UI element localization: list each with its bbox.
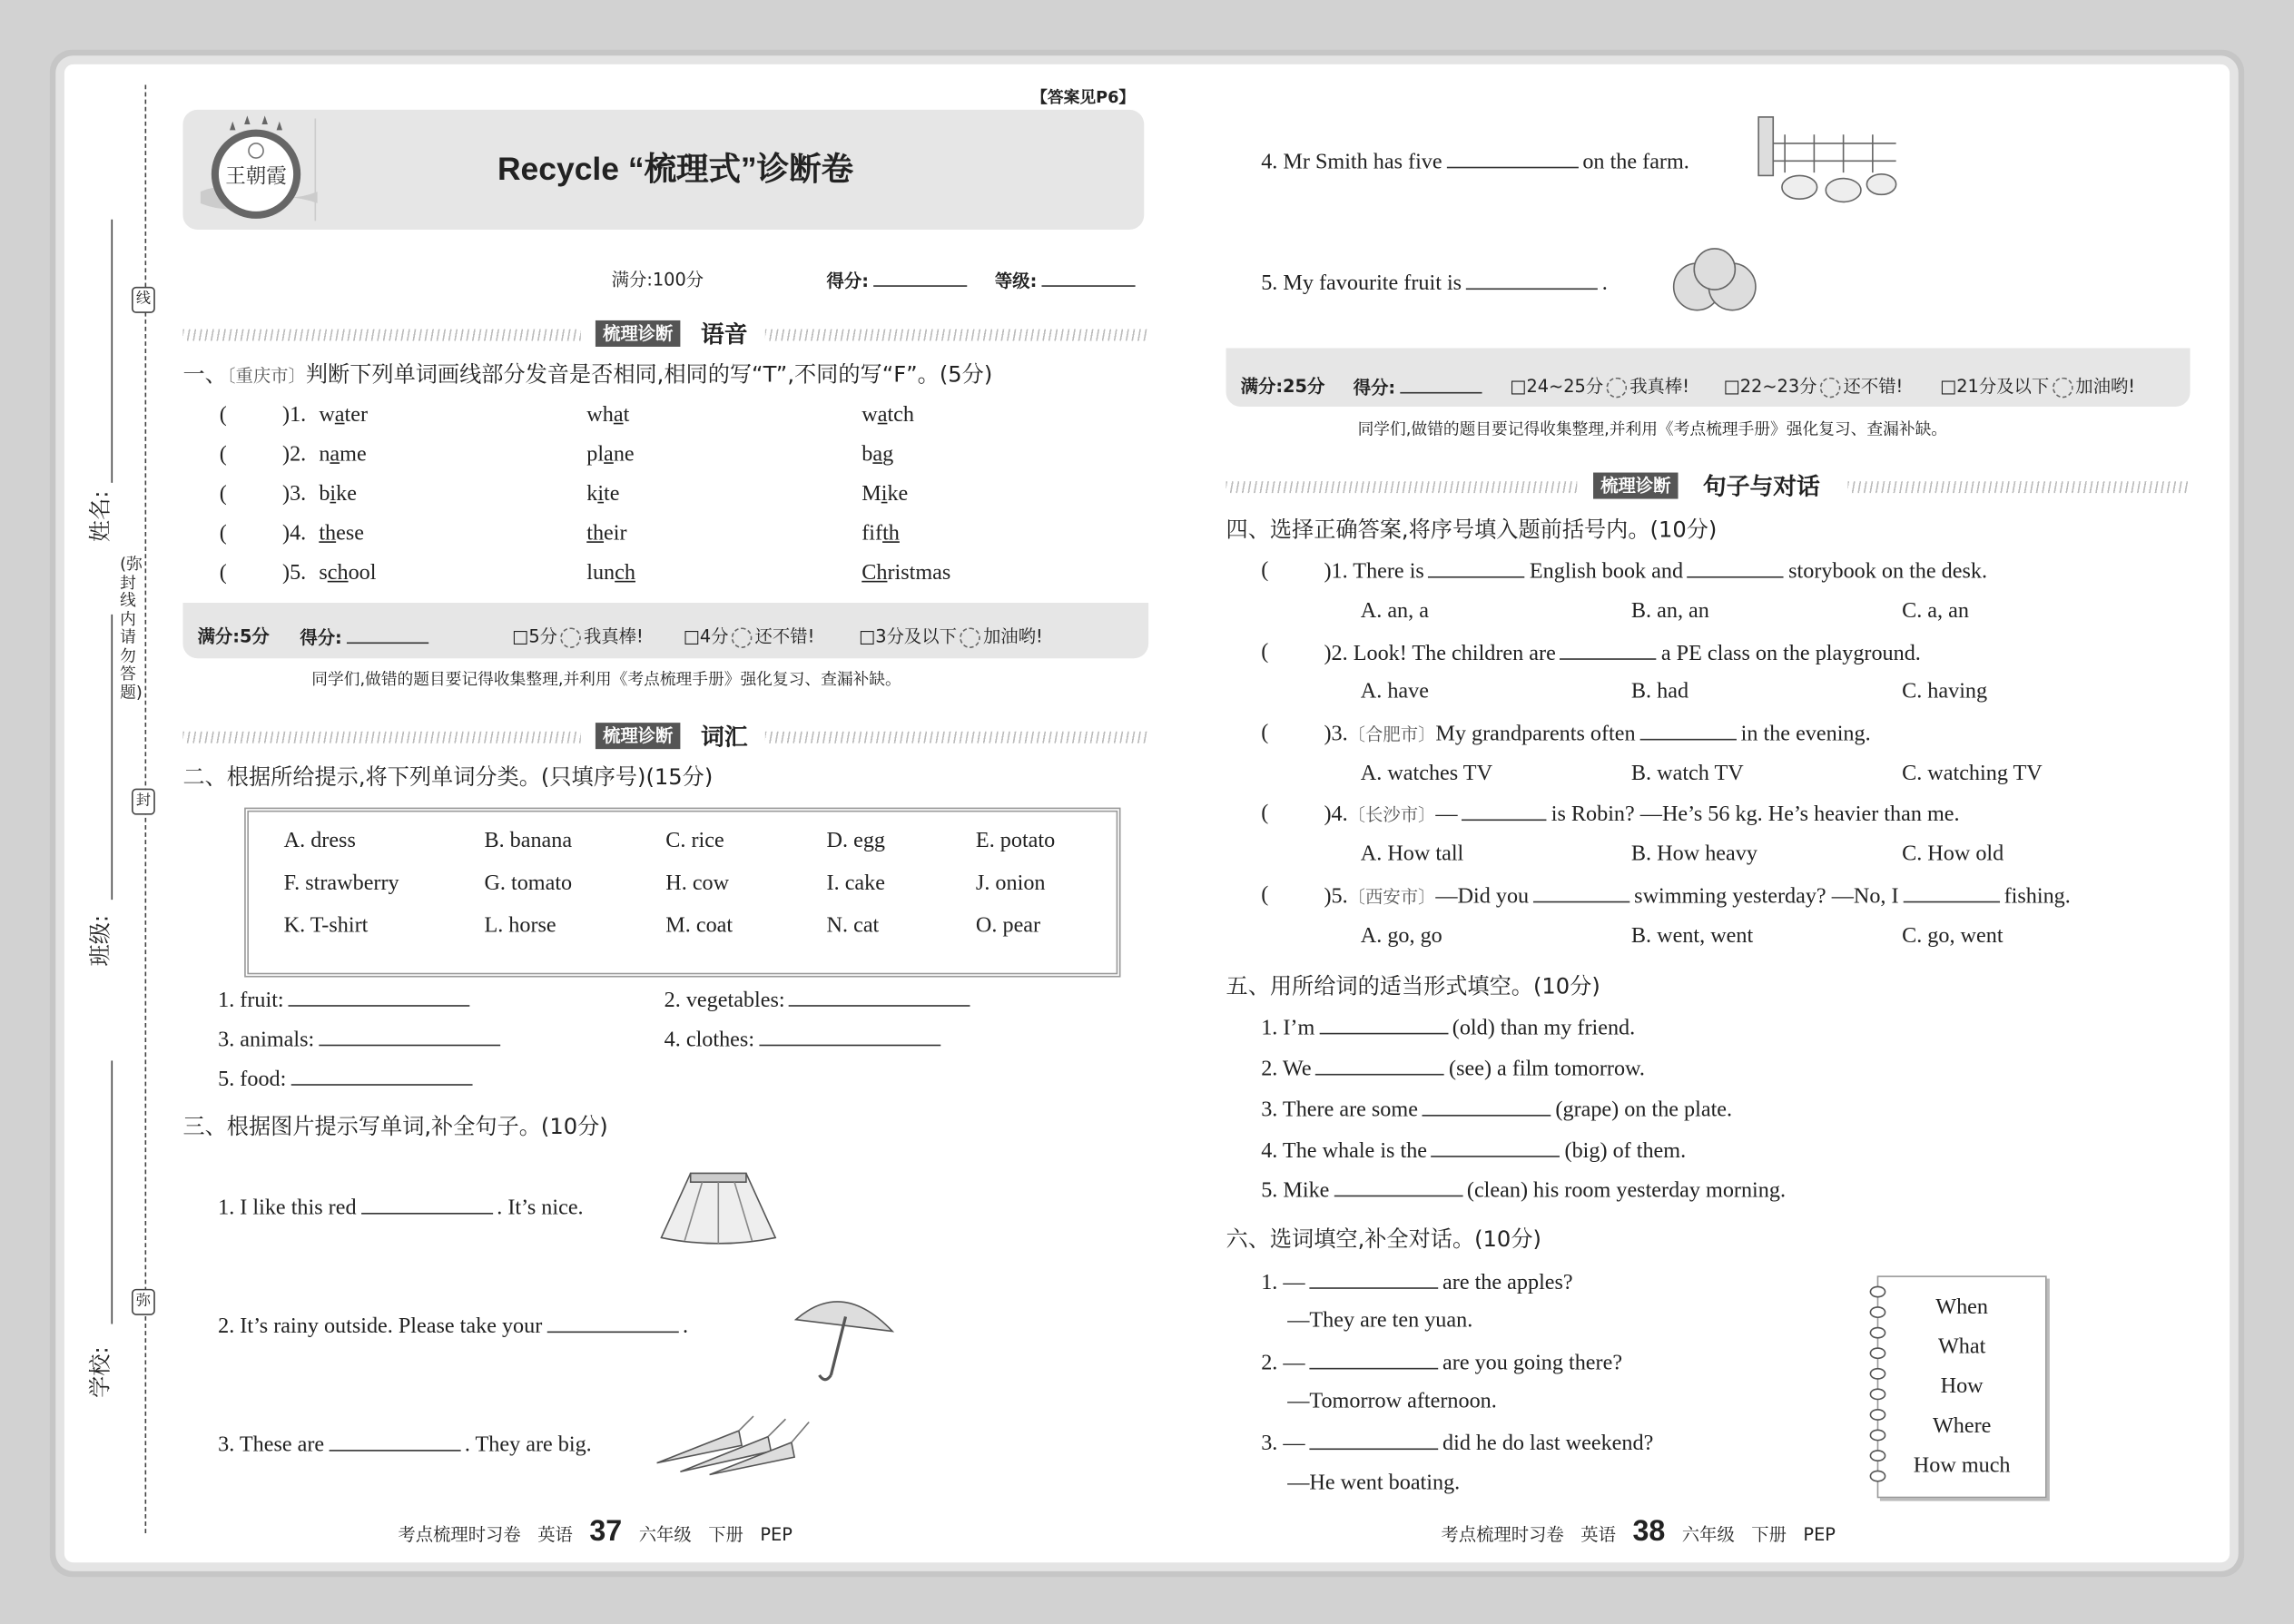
word: school xyxy=(319,561,377,586)
section-title: 句子与对话 xyxy=(1702,472,1820,501)
word: water xyxy=(319,403,369,428)
category-animals[interactable]: 3. animals: xyxy=(218,1024,505,1055)
fill-item[interactable]: 3. There are some (grape) on the plate. xyxy=(1261,1094,1732,1125)
mc-question-3: )3.〔合肥市〕My grandparents often in the evening. xyxy=(1324,718,1870,749)
mc-option[interactable]: B. an, an xyxy=(1630,599,1709,624)
dialog-answer-3: —He went boating. xyxy=(1287,1471,1461,1496)
word-option: K. T-shirt xyxy=(283,914,369,939)
footer-right: 考点梳理时习卷 英语 38 六年级 下册 PEP xyxy=(1441,1515,1836,1549)
mc-option[interactable]: C. having xyxy=(1902,680,1988,704)
choice-word: Where xyxy=(1932,1414,1992,1439)
publisher-logo-icon xyxy=(201,115,318,223)
mc-option[interactable]: A. an, a xyxy=(1360,599,1429,624)
page-title: Recycle “梳理式”诊断卷 xyxy=(497,150,854,188)
mc-option[interactable]: A. watches TV xyxy=(1360,762,1493,786)
dialog-question-2[interactable]: 2. — are you going there? xyxy=(1261,1347,1622,1378)
school-label: 学校: xyxy=(86,1346,113,1398)
mc-question-2: )2. Look! The children are a PE class on the playground. xyxy=(1324,638,1920,669)
answer-bracket[interactable]: ( xyxy=(219,482,227,507)
word-option: F. strawberry xyxy=(283,871,399,896)
carrots-picture-icon xyxy=(651,1404,814,1478)
seal-char-xian: 线 xyxy=(132,287,155,313)
word: lunch xyxy=(586,561,635,586)
row-label: )4. xyxy=(282,522,307,546)
word-option: J. onion xyxy=(975,871,1046,896)
mc-question-4: )4.〔长沙市〕— is Robin? —He’s 56 kg. He’s heavier than me. xyxy=(1324,799,1959,830)
choice-word: When xyxy=(1935,1295,1989,1320)
smile-face-icon xyxy=(560,627,581,648)
fill-item[interactable]: 4. The whale is the (big) of them. xyxy=(1261,1136,1686,1166)
dialog-answer-1: —They are ten yuan. xyxy=(1287,1309,1473,1334)
word: plane xyxy=(586,443,635,468)
word-choice-notebook xyxy=(1877,1275,2047,1498)
score-bar-1 xyxy=(182,603,1148,658)
bar-score-field[interactable]: 得分: xyxy=(1354,371,1486,402)
word-option: D. egg xyxy=(826,829,886,853)
mc-option[interactable]: A. go, go xyxy=(1360,924,1442,949)
question-3-title: 三、根据图片提示写单词,补全句子。(10分) xyxy=(182,1113,608,1140)
answer-bracket[interactable]: ( xyxy=(1261,883,1269,908)
answer-bracket[interactable]: ( xyxy=(219,561,227,586)
picture-question-1[interactable]: 1. I like this red . It’s nice. xyxy=(218,1192,583,1223)
choice-word: How xyxy=(1940,1374,1984,1399)
question-4-title: 四、选择正确答案,将序号填入题前括号内。(10分) xyxy=(1226,516,1718,543)
row-label: )2. xyxy=(282,443,307,468)
picture-question-5[interactable]: 5. My favourite fruit is . xyxy=(1261,268,1608,299)
question-6-title: 六、选词填空,补全对话。(10分) xyxy=(1226,1225,1541,1253)
word: fifth xyxy=(861,522,900,546)
category-food[interactable]: 5. food: xyxy=(218,1064,477,1095)
answer-bracket[interactable]: ( xyxy=(1261,640,1269,664)
picture-question-4[interactable]: 4. Mr Smith has five on the farm. xyxy=(1261,146,1689,177)
score-field[interactable] xyxy=(827,265,971,296)
seal-char-feng: 封 xyxy=(132,789,155,815)
word: what xyxy=(586,403,630,428)
word-option: B. banana xyxy=(484,829,573,853)
mc-option[interactable]: B. How heavy xyxy=(1630,842,1757,867)
dialog-answer-2: —Tomorrow afternoon. xyxy=(1287,1390,1497,1413)
answer-bracket[interactable]: ( xyxy=(219,443,227,468)
review-note: 同学们,做错的题目要记得收集整理,并利用《考点梳理手册》强化复习、查漏补缺。 xyxy=(311,670,901,690)
seal-char-mi: 弥 xyxy=(132,1289,155,1315)
word: name xyxy=(319,443,367,468)
bar-full-score: 满分:5分 xyxy=(197,625,270,647)
class-label: 班级: xyxy=(86,914,113,967)
umbrella-picture-icon xyxy=(790,1287,895,1387)
question-1-title: 一、〔重庆市〕判断下列单词画线部分发音是否相同,相同的写“T”,不同的写“F”。(5分) xyxy=(182,361,993,389)
score-bar-2 xyxy=(1226,349,2191,407)
grade-field[interactable] xyxy=(995,265,1139,296)
word-option: I. cake xyxy=(826,871,885,896)
word-option: M. coat xyxy=(665,914,733,939)
word: their xyxy=(586,522,627,546)
name-line xyxy=(111,220,113,483)
answer-bracket[interactable]: ( xyxy=(1261,802,1269,825)
review-note: 同学们,做错的题目要记得收集整理,并利用《考点梳理手册》强化复习、查漏补缺。 xyxy=(1357,419,1948,439)
answer-bracket[interactable]: ( xyxy=(1261,558,1269,583)
word-option: H. cow xyxy=(665,871,730,896)
row-label: )1. xyxy=(282,403,307,428)
page-number: 37 xyxy=(589,1515,623,1549)
word-option: L. horse xyxy=(484,914,556,939)
footer-left: 考点梳理时习卷 英语 37 六年级 下册 PEP xyxy=(398,1515,793,1549)
mc-question-5: )5.〔西安市〕—Did you swimming yesterday? —No, I fishing. xyxy=(1324,881,2070,911)
mc-option[interactable]: C. watching TV xyxy=(1902,762,2043,786)
full-score: 满分:100分 xyxy=(611,269,704,290)
name-label: 姓名: xyxy=(86,490,113,543)
word: kite xyxy=(586,482,620,507)
word: bike xyxy=(319,482,357,507)
neutral-face-icon xyxy=(732,627,753,648)
class-line xyxy=(111,615,113,900)
section-header-vocab xyxy=(182,722,1148,753)
score-option[interactable]: □21分及以下 加油哟! xyxy=(1939,376,2136,397)
score-option[interactable]: □4分 还不错! xyxy=(683,625,815,647)
mc-option[interactable]: C. a, an xyxy=(1902,599,1969,624)
question-5-title: 五、用所给词的适当形式填空。(10分) xyxy=(1226,972,1600,999)
word: bag xyxy=(861,443,894,468)
mc-option[interactable]: B. watch TV xyxy=(1630,762,1744,786)
section-header-phonetics xyxy=(182,319,1148,350)
word: watch xyxy=(861,403,914,428)
score-option[interactable]: □22~23分 还不错! xyxy=(1723,376,1904,397)
choice-word: How much xyxy=(1913,1453,2011,1478)
category-fruit[interactable]: 1. fruit: xyxy=(218,985,474,1016)
word-option: A. dress xyxy=(283,829,356,853)
answer-bracket[interactable]: ( xyxy=(219,522,227,546)
mc-question-1: )1. There is English book and storybook on the desk. xyxy=(1324,556,1987,586)
word: Mike xyxy=(861,482,909,507)
skirt-picture-icon xyxy=(658,1167,778,1246)
dialog-question-1[interactable]: 1. — are the apples? xyxy=(1261,1267,1572,1298)
word-option: N. cat xyxy=(826,914,880,939)
section-title: 语音 xyxy=(700,320,748,349)
bar-score-field[interactable]: 得分: xyxy=(300,622,432,653)
mc-option[interactable]: B. had xyxy=(1630,680,1689,704)
section-header-sentence xyxy=(1226,471,2191,503)
answer-reference: 【答案见P6】 xyxy=(1031,87,1136,107)
mc-option[interactable]: A. have xyxy=(1360,680,1429,704)
svg-text:王朝霞: 王朝霞 xyxy=(225,164,287,189)
grade-label: 等级: xyxy=(994,271,1038,291)
title-banner xyxy=(182,110,1144,230)
section-badge: 梳理诊断 xyxy=(1593,473,1678,499)
section-badge: 梳理诊断 xyxy=(596,320,680,347)
word-option: O. pear xyxy=(975,914,1041,939)
section-badge: 梳理诊断 xyxy=(596,723,680,749)
choice-word: What xyxy=(1937,1335,1986,1360)
fill-item[interactable]: 5. Mike (clean) his room yesterday morning. xyxy=(1261,1175,1786,1206)
answer-bracket[interactable]: ( xyxy=(1261,721,1269,745)
score-option[interactable]: □24~25分 我真棒! xyxy=(1510,376,1689,397)
farm-animals-picture-icon xyxy=(1756,114,1902,208)
bar-full-score: 满分:25分 xyxy=(1240,376,1325,397)
fill-item[interactable]: 1. I’m (old) than my friend. xyxy=(1261,1012,1635,1043)
oranges-picture-icon xyxy=(1668,243,1764,317)
school-line xyxy=(111,1060,113,1324)
page-number: 38 xyxy=(1632,1515,1666,1549)
word-option: G. tomato xyxy=(484,871,573,896)
word-option: E. potato xyxy=(975,829,1056,853)
picture-question-3[interactable]: 3. These are . They are big. xyxy=(218,1430,592,1461)
question-2-title: 二、根据所给提示,将下列单词分类。(只填序号)(15分) xyxy=(182,763,714,791)
dialog-question-3[interactable]: 3. — did he do last weekend? xyxy=(1261,1428,1653,1459)
score-option[interactable]: □3分及以下 加油哟! xyxy=(859,625,1043,647)
mc-option[interactable]: B. went, went xyxy=(1630,924,1754,949)
seal-note: (弥封线内请勿答题) xyxy=(120,554,143,702)
row-label: )3. xyxy=(282,482,307,507)
smile-face-icon xyxy=(1606,377,1627,398)
answer-bracket[interactable]: ( xyxy=(219,403,227,428)
word-option: C. rice xyxy=(665,829,724,853)
category-vegetables[interactable]: 2. vegetables: xyxy=(665,985,975,1016)
picture-question-2[interactable]: 2. It’s rainy outside. Please take your . xyxy=(218,1311,688,1342)
mc-option[interactable]: C. How old xyxy=(1902,842,2004,867)
word: Christmas xyxy=(861,561,951,586)
mc-option[interactable]: C. go, went xyxy=(1902,924,2004,949)
sad-face-icon xyxy=(960,627,980,648)
sad-face-icon xyxy=(2052,377,2072,398)
word: these xyxy=(319,522,365,546)
section-title: 词汇 xyxy=(700,723,748,751)
neutral-face-icon xyxy=(1820,377,1841,398)
score-option[interactable]: □5分 我真棒! xyxy=(512,625,644,647)
mc-option[interactable]: A. How tall xyxy=(1360,842,1464,867)
category-clothes[interactable]: 4. clothes: xyxy=(665,1024,945,1055)
row-label: )5. xyxy=(282,561,307,586)
score-label: 得分: xyxy=(826,271,869,291)
fill-item[interactable]: 2. We (see) a film tomorrow. xyxy=(1261,1053,1645,1084)
